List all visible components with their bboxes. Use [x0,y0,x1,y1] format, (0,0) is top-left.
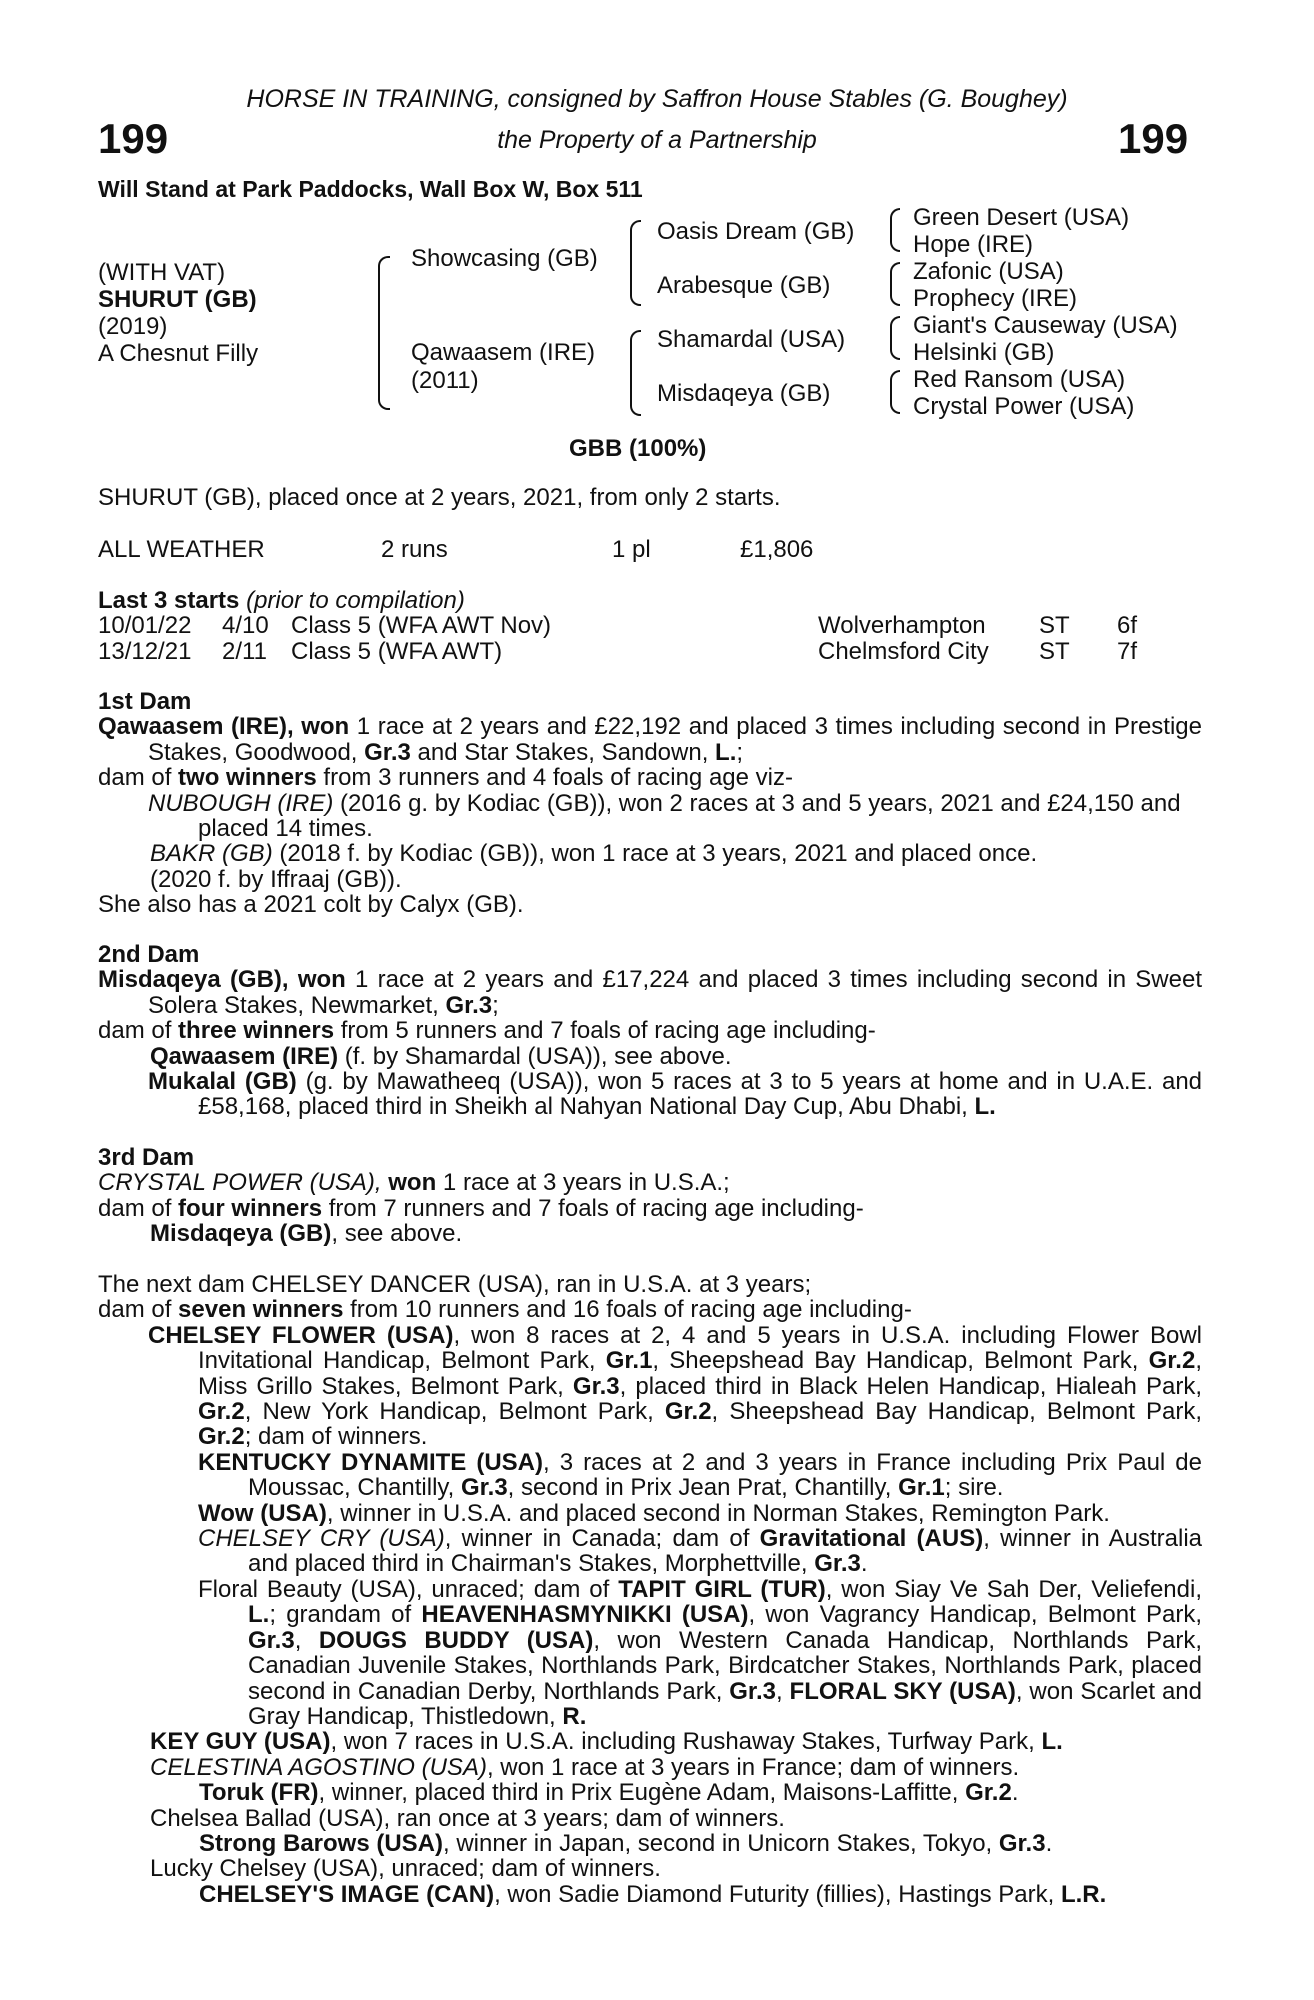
last-start-course-2: Chelmsford City [818,638,989,665]
pedigree-sire-dam: Arabesque (GB) [657,272,831,299]
pedigree-dam-year: (2011) [411,367,479,394]
second-dam-record: Misdaqeya (GB), won 1 race at 2 years and £17,224 and placed 3 times including second in Sweet Solera Stakes, Newmarket, Gr.3; [98,966,1202,1019]
produce-2020: (2020 f. by Iffraaj (GB)). [150,865,402,893]
pedigree-g3-1: Green Desert (USA) [913,204,1130,231]
produce-bakr: BAKR (GB) (2018 f. by Kodiac (GB)), won 1 race at 3 years, 2021 and placed once. [150,840,1038,868]
lot-number-right: 199 [1118,115,1189,162]
consignor-line: HORSE IN TRAINING, consigned by Saffron House Stables (G. Boughey) [246,85,1068,113]
horse-name: SHURUT (GB) [98,286,257,313]
pedigree-brace-g3-4 [890,370,900,414]
produce-wow: Wow (USA), winner in U.S.A. and placed second in Norman Stakes, Remington Park. [198,1499,1110,1527]
owner-line: the Property of a Partnership [497,126,817,154]
produce-floral-beauty: Floral Beauty (USA), unraced; dam of TAPIT GIRL (TUR), won Siay Ve Sah Der, Veliefendi, L.; grandam of HEAVENHASMYNIKKI (USA), won Vagrancy Handicap, Belmont Park, Gr.3, DOUGS BUDDY (USA), won Western Canada Handicap, Northlands Park, Canadian Juvenile Stakes, Northlands Park, Birdcatcher Stakes, Northlands Park, placed second in Canadian Derby, Northlands Park, Gr.3, FLORAL SKY (USA), won Scarlet and Gray Handicap, Thistledown, R. [198,1575,1203,1730]
pedigree-dam-dam: Misdaqeya (GB) [657,380,831,407]
produce-key-guy: KEY GUY (USA), won 7 races in U.S.A. including Rushaway Stakes, Turfway Park, L. [150,1728,1063,1756]
pedigree-rating: GBB (100%) [569,435,707,462]
third-dam-heading: 3rd Dam [98,1144,195,1171]
pedigree-dam: Qawaasem (IRE) [411,339,596,366]
produce-qawaasem: Qawaasem (IRE) (f. by Shamardal (USA)), see above. [150,1042,732,1070]
third-dam-name: CRYSTAL POWER (USA), [98,1169,389,1197]
first-dam-name: Qawaasem (IRE), won [98,713,350,741]
third-dam-section [98,1145,1202,1247]
next-dam-section [98,1272,1202,1907]
horse-description: A Chesnut Filly [98,340,259,367]
last-start-date-2: 13/12/21 [98,638,192,665]
pedigree-g3-7: Red Ransom (USA) [913,366,1126,393]
second-dam-heading: 2nd Dam [98,941,200,968]
vat-label: (WITH VAT) [98,259,226,286]
produce-kentucky-dynamite: KENTUCKY DYNAMITE (USA), 3 races at 2 and 3 years in France including Prix Paul de Moussac, Chantilly, Gr.3, second in Prix Jean Prat, Chantilly, Gr.1; sire. [198,1448,1202,1502]
produce-nubough: NUBOUGH (IRE) (2016 g. by Kodiac (GB)), won 2 races at 3 and 5 years, 2021 and £24,150 and placed 14 times. [148,789,1181,843]
last-start-pos-1: 4/10 [222,612,269,639]
last-starts-title: Last 3 starts [98,587,240,614]
produce-2021: She also has a 2021 colt by Calyx (GB). [98,891,524,919]
pedigree-g3-8: Crystal Power (USA) [913,393,1135,420]
horse-year: (2019) [98,313,168,340]
first-dam-record: Qawaasem (IRE), won 1 race at 2 years and £22,192 and placed 3 times including second in Prestige Stakes, Goodwood, Gr.3 and Star Stakes, Sandown, L.; [98,713,1203,766]
pedigree-brace-main [378,256,390,410]
pedigree-brace-g3-3 [890,316,900,360]
pedigree-dam-sire: Shamardal (USA) [657,326,846,353]
last-start-dist-1: 6f [1117,612,1138,639]
pedigree-g3-2: Hope (IRE) [913,231,1034,258]
produce-chelseys-image: CHELSEY'S IMAGE (CAN), won Sadie Diamond Futurity (fillies), Hastings Park, L.R. [199,1880,1107,1908]
last-start-dist-2: 7f [1117,638,1138,665]
pedigree-brace-dam [630,330,641,416]
record-runs: 2 runs [381,536,448,563]
produce-celestina: CELESTINA AGOSTINO (USA), won 1 race at 3 years in France; dam of winners. [150,1753,1020,1781]
third-dam-produce-intro: dam of four winners from 7 runners and 7 foals of racing age including- [98,1194,864,1222]
produce-strong-barows: Strong Barows (USA), winner in Japan, second in Unicorn Stakes, Tokyo, Gr.3. [199,1829,1053,1857]
pedigree-g3-5: Giant's Causeway (USA) [913,312,1178,339]
last-starts-note: (prior to compilation) [246,587,465,614]
lot-number-left: 199 [98,115,169,162]
first-dam-produce-intro: dam of two winners from 3 runners and 4 foals of racing age viz- [98,764,793,792]
produce-chelsey-cry: CHELSEY CRY (USA), winner in Canada; dam of Gravitational (AUS), winner in Australia and placed third in Chairman's Stakes, Morphettville, Gr.3. [198,1525,1203,1578]
produce-misdaqeya: Misdaqeya (GB), see above. [150,1220,463,1248]
produce-mukalal: Mukalal (GB) (g. by Mawatheeq (USA)), won 5 races at 3 to 5 years at home and in U.A.E. and £58,168, placed third in Sheikh al Nahyan National Day Cup, Abu Dhabi, L. [148,1068,1203,1121]
produce-chelsea-ballad: Chelsea Ballad (USA), ran once at 3 years; dam of winners. [150,1804,785,1832]
second-dam-section [98,942,1202,1120]
next-dam-produce-intro: dam of seven winners from 10 runners and 16 foals of racing age including- [98,1296,912,1324]
produce-lucky-chelsey: Lucky Chelsey (USA), unraced; dam of winners. [150,1855,661,1883]
pedigree-g3-4: Prophecy (IRE) [913,285,1078,312]
next-dam-record: The next dam CHELSEY DANCER (USA), ran in U.S.A. at 3 years; [98,1271,812,1298]
last-starts-heading [98,588,465,613]
second-dam-produce-intro: dam of three winners from 5 runners and 7 foals of racing age including- [98,1017,876,1045]
last-start-date-1: 10/01/22 [98,612,192,639]
record-earnings: £1,806 [740,536,814,563]
second-dam-name: Misdaqeya (GB), won [98,966,346,994]
pedigree-brace-g3-1 [890,208,900,252]
last-start-going-2: ST [1039,638,1070,665]
last-start-pos-2: 2/11 [222,638,267,665]
last-start-course-1: Wolverhampton [818,612,986,639]
pedigree-brace-sire [630,220,641,306]
produce-toruk: Toruk (FR), winner, placed third in Prix Eugène Adam, Maisons-Laffitte, Gr.2. [199,1779,1019,1807]
stable-location: Will Stand at Park Paddocks, Wall Box W, Box 511 [98,176,643,202]
pedigree-g3-6: Helsinki (GB) [913,339,1055,366]
pedigree-g3-3: Zafonic (USA) [913,258,1064,285]
pedigree-sire-sire: Oasis Dream (GB) [657,218,855,245]
last-start-race-1: Class 5 (WFA AWT Nov) [291,612,552,639]
last-start-race-2: Class 5 (WFA AWT) [291,638,503,665]
record-placings: 1 pl [612,536,651,563]
pedigree-brace-g3-2 [890,262,900,306]
record-surface: ALL WEATHER [98,536,265,563]
racing-summary: SHURUT (GB), placed once at 2 years, 2021, from only 2 starts. [98,484,781,511]
first-dam-section [98,689,1202,918]
produce-chelsey-flower: CHELSEY FLOWER (USA), won 8 races at 2, 4 and 5 years in U.S.A. including Flower Bowl Invitational Handicap, Belmont Park, Gr.1, Sheepshead Bay Handicap, Belmont Park, Gr.2, Miss Grillo Stakes, Belmont Park, Gr.3, placed third in Black Helen Handicap, Hialeah Park, Gr.2, New York Handicap, Belmont Park, Gr.2, Sheepshead Bay Handicap, Belmont Park, Gr.2; dam of winners. [148,1321,1203,1451]
third-dam-record: CRYSTAL POWER (USA), won 1 race at 3 years in U.S.A.; [98,1169,730,1197]
first-dam-heading: 1st Dam [98,688,192,715]
pedigree-sire: Showcasing (GB) [411,245,598,272]
last-start-going-1: ST [1039,612,1070,639]
